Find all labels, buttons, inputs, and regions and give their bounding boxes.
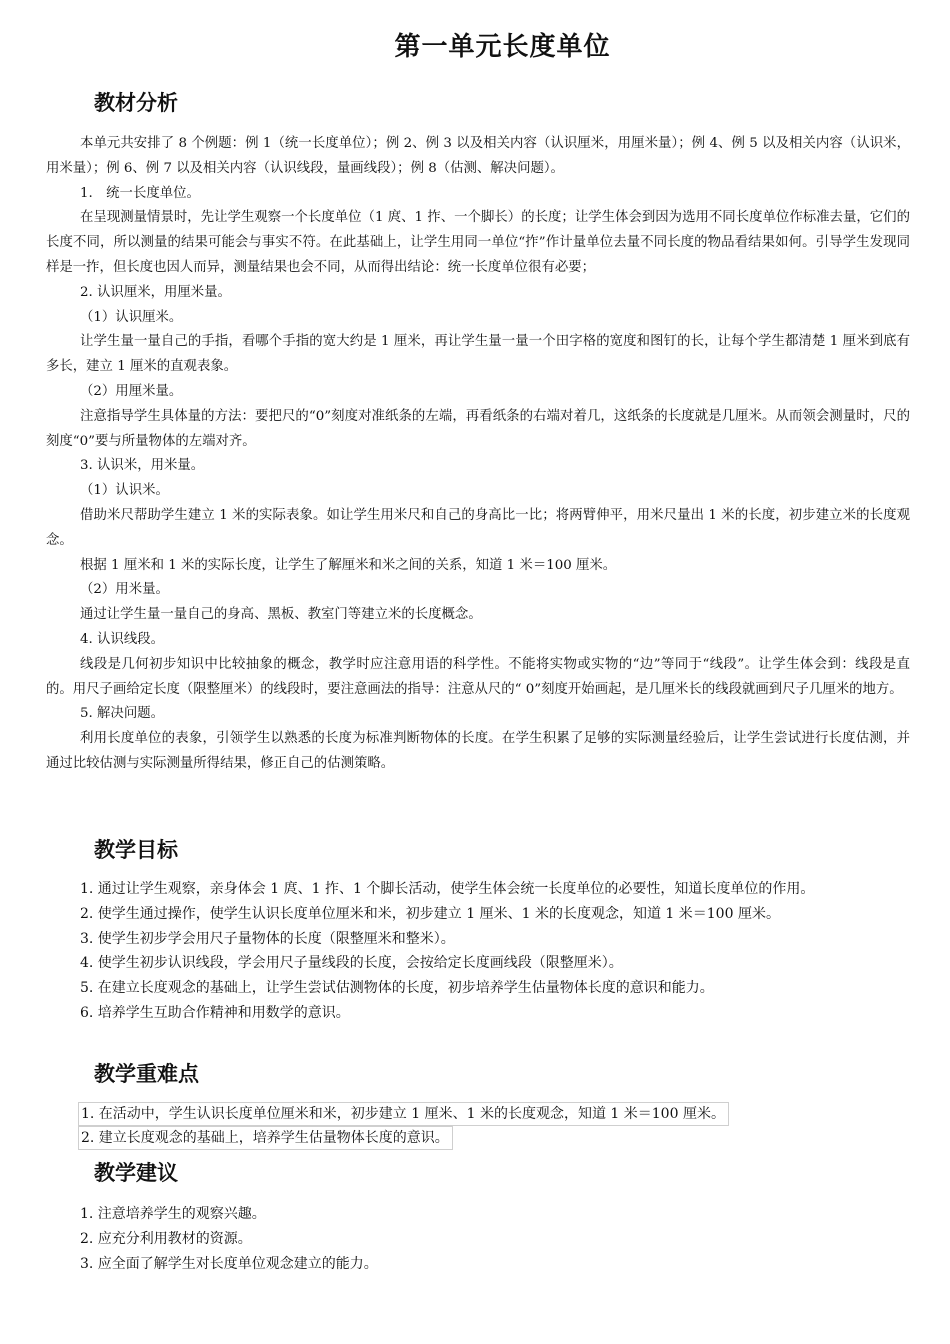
suggestions-list bbox=[46, 1202, 910, 1276]
paragraph: （2）用米量。 bbox=[80, 582, 169, 598]
paragraph: 3. 认识米，用米量。 bbox=[80, 458, 205, 474]
paragraph: 借助米尺帮助学生建立 1 米的实际表象。如让学生用米尺和自己的身高比一比；将两臂伸平，用米尺量出 1 米的长度，初步建立米的长度观念。 bbox=[46, 507, 910, 548]
paragraph: 通过让学生量一量自己的身高、黑板、教室门等建立米的长度概念。 bbox=[80, 607, 482, 623]
list-item: 2. 使学生通过操作，使学生认识长度单位厘米和米，初步建立 1 厘米、1 米的长度观念，知道 1 米＝100 厘米。 bbox=[80, 905, 780, 922]
list-item: 3. 使学生初步学会用尺子量物体的长度（限整厘米和整米）。 bbox=[80, 930, 455, 947]
section-heading-analysis: 教材分析 bbox=[94, 91, 178, 115]
list-item: 1. 注意培养学生的观察兴趣。 bbox=[80, 1206, 266, 1222]
paragraph: （1）认识厘米。 bbox=[80, 309, 183, 325]
list-item: 4. 使学生初步认识线段，学会用尺子量线段的长度，会按给定长度画线段（限整厘米）。 bbox=[80, 955, 623, 972]
section-heading-keypoints: 教学重难点 bbox=[94, 1062, 199, 1086]
section-heading-suggestions: 教学建议 bbox=[94, 1161, 178, 1185]
keypoints-list bbox=[46, 1102, 729, 1150]
analysis-body bbox=[46, 132, 910, 777]
goals-list bbox=[46, 877, 910, 1026]
list-item: 1. 通过让学生观察，亲身体会 1 庹、1 拃、1 个脚长活动，使学生体会统一长度单位的必要性，知道长度单位的作用。 bbox=[80, 881, 815, 897]
paragraph: 让学生量一量自己的手指，看哪个手指的宽大约是 1 厘米，再让学生量一量一个田字格的宽度和图钉的长，让每个学生都清楚 1 厘米到底有多长，建立 1 厘米的直观表象。 bbox=[46, 334, 910, 375]
paragraph: 4. 认识线段。 bbox=[80, 631, 164, 647]
paragraph: （2）用厘米量。 bbox=[80, 383, 183, 399]
paragraph: 2. 认识厘米，用厘米量。 bbox=[80, 284, 231, 300]
paragraph: 根据 1 厘米和 1 米的实际长度，让学生了解厘米和米之间的关系，知道 1 米＝100 厘米。 bbox=[80, 557, 617, 573]
list-item: 6. 培养学生互助合作精神和用数学的意识。 bbox=[80, 1004, 350, 1021]
list-item: 1. 在活动中，学生认识长度单位厘米和米，初步建立 1 厘米、1 米的长度观念，知道 1 米＝100 厘米。 bbox=[78, 1102, 729, 1126]
list-item: 3. 应全面了解学生对长度单位观念建立的能力。 bbox=[80, 1255, 378, 1272]
paragraph: 本单元共安排了 8 个例题：例 1（统一长度单位）；例 2、例 3 以及相关内容（认识厘米，用厘米量）；例 4、例 5 以及相关内容（认识米，用米量）；例 6、例 7 以及相关内容（认识线段，量画线段）；例 8（估测、解决问题）。 bbox=[46, 136, 910, 176]
list-item: 2. 应充分利用教材的资源。 bbox=[80, 1230, 252, 1247]
paragraph: 线段是几何初步知识中比较抽象的概念，教学时应注意用语的科学性。不能将实物或实物的“边”等同于“线段”。让学生体会到：线段是直的。用尺子画给定长度（限整厘米）的线段时，要注意画法的指导：注意从尺的“ 0”刻度开始画起，是几厘米长的线段就画到尺子几厘米的地方。 bbox=[46, 656, 910, 697]
section-heading-goals: 教学目标 bbox=[94, 838, 178, 862]
paragraph: 在呈现测量情景时，先让学生观察一个长度单位（1 庹、1 拃、一个脚长）的长度；让学生体会到因为选用不同长度单位作标准去量，它们的长度不同，所以测量的结果可能会与事实不符。在此基础上，让学生用同一单位“拃”作计量单位去量不同长度的物品看结果如何。引导学生发现同样是一拃，但长度也因人而异，测量结果也会不同，从而得出结论：统一长度单位很有必要； bbox=[46, 210, 910, 275]
page-title: 第一单元长度单位 bbox=[394, 32, 611, 62]
paragraph: （1）认识米。 bbox=[80, 483, 169, 499]
paragraph: 注意指导学生具体量的方法：要把尺的“0”刻度对准纸条的左端，再看纸条的右端对着几，这纸条的长度就是几厘米。从而领会测量时，尺的刻度“0”要与所量物体的左端对齐。 bbox=[46, 408, 910, 449]
paragraph: 5. 解决问题。 bbox=[80, 706, 164, 722]
list-item: 5. 在建立长度观念的基础上，让学生尝试估测物体的长度，初步培养学生估量物体长度的意识和能力。 bbox=[80, 980, 714, 997]
paragraph: 利用长度单位的表象，引领学生以熟悉的长度为标准判断物体的长度。在学生积累了足够的实际测量经验后，让学生尝试进行长度估测，并通过比较估测与实际测量所得结果，修正自己的估测策略。 bbox=[46, 731, 910, 771]
list-item: 2. 建立长度观念的基础上，培养学生估量物体长度的意识。 bbox=[78, 1126, 453, 1150]
paragraph: 1. 统一长度单位。 bbox=[80, 185, 200, 201]
